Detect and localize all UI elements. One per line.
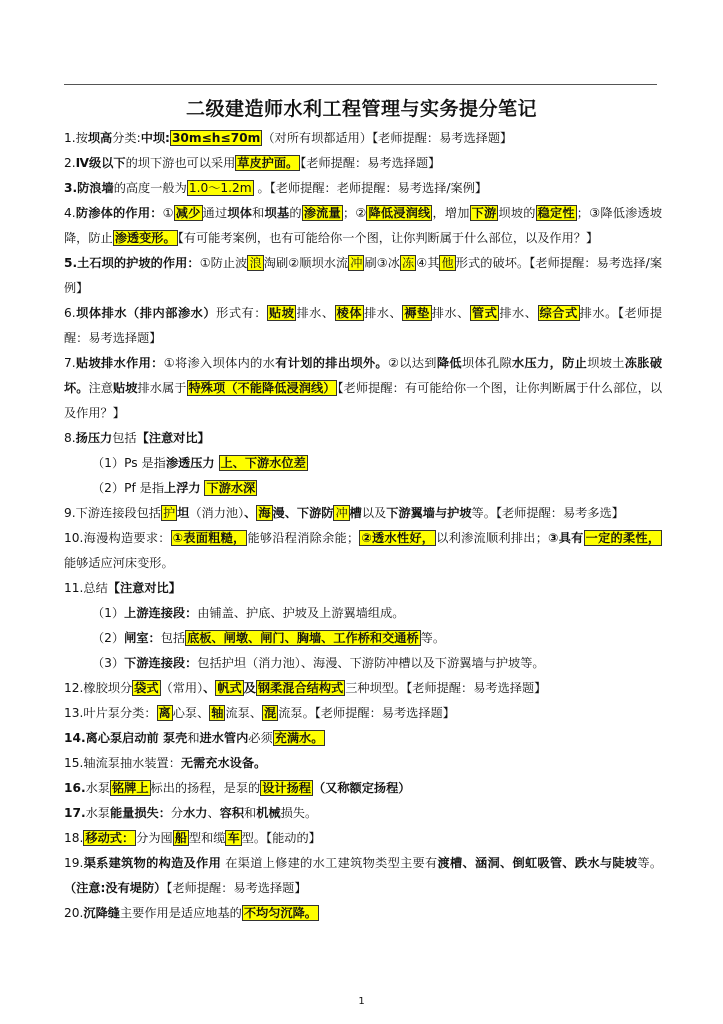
bold-text: 降低	[436, 356, 462, 370]
text-span: 排水、	[431, 306, 470, 320]
text-span: ②以达到	[387, 356, 437, 370]
text-span: （1）Ps 是指	[92, 456, 166, 470]
bold-text: 14.离心泵启动前 泵壳	[64, 731, 188, 745]
text-span: 【老师提醒：易考选择题】	[166, 881, 307, 895]
highlighted-text: 30m≤h≤70m	[171, 131, 261, 145]
highlighted-text: 离	[158, 706, 171, 720]
highlighted-text: 褥垫	[404, 306, 430, 320]
text-span: ①防止波	[199, 256, 248, 270]
text-span: 在渠道上修建的水工建筑物类型主要有	[221, 856, 438, 870]
highlighted-text: 底板、闸墩、闸门、胸墙、工作桥和交通桥	[187, 631, 419, 645]
text-span: 坝坡的	[498, 206, 536, 220]
highlighted-text: 1.0～1.2m	[188, 181, 252, 195]
bold-text: 坝体排水（排内部渗水）	[75, 306, 217, 320]
bold-text: 防渗体的作用：	[75, 206, 163, 220]
text-span: 和	[187, 731, 200, 745]
text-span: （常用）	[160, 681, 204, 695]
text-span: ①将渗入坝体内的水	[163, 356, 276, 370]
text-span: 排水、	[364, 306, 403, 320]
note-paragraph	[64, 476, 662, 501]
bold-text: 闸室：	[124, 631, 161, 645]
highlighted-text: 特殊项（不能降低浸润线）	[188, 381, 336, 395]
text-span: 19.	[64, 856, 84, 870]
bold-text: 进水管内	[199, 731, 249, 745]
bold-text: 下游翼墙与护坡	[386, 506, 472, 520]
text-span: 7.	[64, 356, 76, 370]
text-span: 坝体孔隙	[461, 356, 512, 370]
text-span	[215, 456, 219, 470]
text-span: （2）	[92, 631, 125, 645]
text-span: 水泵	[85, 781, 110, 795]
bold-text: 渡槽、涵洞、倒虹吸管、跌水与陡坡	[437, 856, 638, 870]
bold-text: 贴坡排水作用：	[75, 356, 164, 370]
text-span: 能够沿程消除余能；	[247, 531, 360, 545]
text-span: 分为囤	[136, 831, 173, 845]
header-rule	[64, 84, 657, 85]
note-paragraph	[64, 626, 662, 651]
text-span: 包括	[112, 431, 137, 445]
bold-text: 【注意对比】	[136, 431, 210, 445]
bold-text: ③具有	[547, 531, 584, 545]
text-span: 排水、	[499, 306, 538, 320]
text-span: 流泵、	[225, 706, 263, 720]
bold-text: 水力	[183, 806, 208, 820]
text-span: 1.按	[64, 131, 88, 145]
text-span: ；③降低渗透坡降，防止	[64, 206, 663, 245]
note-paragraph	[64, 801, 662, 826]
text-span: 、	[207, 806, 220, 820]
highlighted-text: 冲	[335, 506, 348, 520]
bold-text: 能量损失：	[109, 806, 171, 820]
text-span: 注意	[88, 381, 113, 395]
text-span: 20.	[64, 906, 84, 920]
note-paragraph	[64, 826, 662, 851]
highlighted-text: 减少	[175, 206, 201, 220]
highlighted-text: 混	[264, 706, 277, 720]
note-paragraph	[64, 426, 662, 451]
bold-text: 水压力，防止	[512, 356, 588, 370]
text-span: 水泵	[85, 806, 110, 820]
note-paragraph	[64, 201, 662, 251]
bold-text: 【注意对比】	[107, 581, 181, 595]
highlighted-text: 渗透变形。	[114, 231, 176, 245]
highlighted-text: 充满水。	[274, 731, 324, 745]
text-span: 【老师提醒：有可能给你一个图，让你判断属于什么部位，以及作用？】	[64, 381, 663, 420]
note-paragraph	[64, 776, 662, 801]
note-paragraph	[64, 501, 662, 526]
bold-text: 冻胀破坏。	[64, 356, 663, 395]
text-span: 由铺盖、护底、护坡及上游翼墙组成。	[197, 606, 405, 620]
text-span: 必须	[248, 731, 273, 745]
highlighted-text: 上、下游水位差	[220, 456, 306, 470]
highlighted-text: ①表面粗糙，	[172, 531, 246, 545]
text-span: 刷③冰	[364, 256, 400, 270]
highlighted-text: 帆式	[217, 681, 242, 695]
text-span: 4.	[64, 206, 76, 220]
highlighted-text: 渗流量	[303, 206, 341, 220]
text-span: （消力池）	[189, 506, 245, 520]
bold-text: 上游连接段：	[124, 606, 198, 620]
bold-text: （注意:没有堤防）	[64, 881, 167, 895]
highlighted-text: 海	[258, 506, 271, 520]
bold-text: 容积	[219, 806, 245, 820]
note-paragraph	[64, 651, 662, 676]
text-span: 的坝下游也可以采用	[125, 156, 236, 170]
highlighted-text: 车	[227, 831, 240, 845]
highlighted-text: 草皮护面。	[237, 156, 299, 170]
note-paragraph	[64, 151, 662, 176]
text-span: 8.	[64, 431, 76, 445]
bold-text: 坝基	[264, 206, 290, 220]
text-span: 排水、	[296, 306, 335, 320]
text-span: 【有可能考案例，也有可能给你一个图，让你判断属于什么部位，以及作用？】	[177, 231, 599, 245]
highlighted-text: 下游水深	[206, 481, 256, 495]
note-paragraph	[64, 451, 662, 476]
text-span: 等。	[420, 631, 446, 645]
highlighted-text: 综合式	[539, 306, 578, 320]
highlighted-text: 钢柔混合结构式	[257, 681, 344, 695]
note-paragraph	[64, 901, 662, 926]
text-span: ④其	[416, 256, 440, 270]
text-span: 流泵。【老师提醒：易考选择题】	[278, 706, 455, 720]
highlighted-text: 一定的柔性，	[585, 531, 661, 545]
highlighted-text: 移动式：	[85, 831, 135, 845]
page-number: 1	[358, 996, 365, 1007]
text-span: 。【老师提醒：老师提醒：易考选择/案例】	[253, 181, 488, 195]
highlighted-text: 护	[162, 506, 176, 520]
text-span: 包括	[160, 631, 186, 645]
text-span: 通过	[202, 206, 228, 220]
highlighted-text: 设计扬程	[262, 781, 311, 795]
text-span: 淘刷②顺坝水流	[263, 256, 349, 270]
bold-text: 坝高	[87, 131, 113, 145]
note-paragraph	[64, 351, 662, 426]
highlighted-text: 稳定性	[537, 206, 575, 220]
highlighted-text: 降低浸润线	[368, 206, 431, 220]
text-span: 主要作用是适应地基的	[119, 906, 242, 920]
text-span: 和	[252, 206, 265, 220]
note-paragraph	[64, 251, 662, 301]
text-span: 9.下游连接段包括	[64, 506, 161, 520]
text-span: 12.橡胶坝分	[64, 681, 133, 695]
bold-text: 5.土石坝的护坡的作用：	[64, 256, 200, 270]
text-span: 【老师提醒：易考选择题】	[300, 156, 441, 170]
text-span: 以及	[361, 506, 387, 520]
highlighted-text: 轴	[211, 706, 224, 720]
text-span: 形式的破坏。【老师提醒：易考选择/案例】	[64, 256, 663, 295]
highlighted-text: 不均匀沉降。	[243, 906, 317, 920]
text-span: （对所有坝都适用）【老师提醒：易考选择题】	[262, 131, 513, 145]
highlighted-text: ②透水性好，	[361, 531, 435, 545]
text-span: 坝坡土	[587, 356, 625, 370]
note-paragraph	[64, 676, 662, 701]
text-span: 包括护坦（消力池）、海漫、下游防冲槽以及下游翼墙与护坡等。	[197, 656, 545, 670]
bold-text: 中坝:	[140, 131, 170, 145]
bold-text: Ⅳ级以下	[75, 156, 126, 170]
text-span: 11.总结	[64, 581, 108, 595]
bold-text: 扬压力	[75, 431, 113, 445]
text-span: 的高度一般为	[113, 181, 187, 195]
bold-text: 下游连接段：	[124, 656, 198, 670]
highlighted-text: 船	[174, 831, 187, 845]
bold-text: 、	[203, 681, 216, 695]
text-span: （2）Pf 是指	[92, 481, 165, 495]
bold-text: （又称额定扬程）	[312, 781, 411, 795]
text-span: 能够适应河床变形。	[64, 556, 174, 570]
text-span: 10.海漫构造要求：	[64, 531, 171, 545]
bold-text: 及	[243, 681, 256, 695]
bold-text: 贴坡	[113, 381, 138, 395]
note-paragraph	[64, 726, 662, 751]
text-span: 排水属于	[137, 381, 187, 395]
text-span: 和	[244, 806, 257, 820]
text-span: 13.叶片泵分类：	[64, 706, 157, 720]
bold-text: 17.	[64, 806, 86, 820]
highlighted-text: 铭牌上	[111, 781, 149, 795]
highlighted-text: 浪	[249, 256, 262, 270]
highlighted-text: 袋式	[134, 681, 159, 695]
highlighted-text: 冲	[350, 256, 363, 270]
text-span: ①	[162, 206, 174, 220]
note-paragraph	[64, 126, 662, 151]
bold-text: 3.	[64, 181, 78, 195]
note-paragraph	[64, 526, 662, 576]
text-span: 排水。【老师提醒：易考选择题】	[64, 306, 663, 345]
note-paragraph	[64, 176, 662, 201]
text-span: 型和缆	[188, 831, 226, 845]
text-span: 损失。	[280, 806, 318, 820]
text-span: 等。【老师提醒：易考多选】	[471, 506, 624, 520]
highlighted-text: 他	[441, 256, 454, 270]
note-paragraph	[64, 301, 662, 351]
highlighted-text: 贴坡	[269, 306, 295, 320]
bold-text: 渠系建筑物的构造及作用	[83, 856, 222, 870]
text-span: 以利渗流顺利排出；	[436, 531, 548, 545]
note-paragraph	[64, 576, 662, 601]
text-span: 的	[289, 206, 302, 220]
bold-text: 坦	[177, 506, 190, 520]
bold-text: 坝体	[227, 206, 253, 220]
text-span: （3）	[92, 656, 125, 670]
page-title: 二级建造师水利工程管理与实务提分笔记	[185, 98, 537, 120]
notes-body	[64, 126, 662, 926]
text-span: ；②	[342, 206, 367, 220]
bold-text: 机械	[256, 806, 281, 820]
bold-text: 沉降缝	[83, 906, 120, 920]
text-span: ，增加	[432, 206, 470, 220]
text-span: 15.轴流泵抽水装置：	[64, 756, 181, 770]
text-span: 标出的扬程，是泵的	[150, 781, 261, 795]
text-span: 18.	[64, 831, 84, 845]
bold-text: 上浮力	[164, 481, 201, 495]
text-span: 型。【能动的】	[241, 831, 321, 845]
text-span: 形式有：	[216, 306, 267, 320]
bold-text: 有计划的排出坝外。	[275, 356, 388, 370]
note-paragraph	[64, 751, 662, 776]
bold-text: 、	[244, 506, 257, 520]
text-span: 心泵、	[172, 706, 210, 720]
bold-text: 渗透压力	[165, 456, 215, 470]
bold-text: 无需充水设备。	[180, 756, 267, 770]
text-span: 6.	[64, 306, 76, 320]
bold-text: 防浪墙	[77, 181, 114, 195]
text-span: 等。	[637, 856, 663, 870]
bold-text: 漫、下游防	[272, 506, 334, 520]
bold-text: 槽	[349, 506, 362, 520]
highlighted-text: 棱体	[336, 306, 363, 320]
bold-text: 16.	[64, 781, 86, 795]
text-span: 2.	[64, 156, 76, 170]
note-paragraph	[64, 601, 662, 626]
highlighted-text: 下游	[471, 206, 497, 220]
text-span: （1）	[92, 606, 125, 620]
text-span: 三种坝型。【老师提醒：易考选择题】	[345, 681, 547, 695]
text-span: 分	[170, 806, 184, 820]
note-paragraph	[64, 851, 662, 901]
text-span: 分类:	[112, 131, 141, 145]
highlighted-text: 管式	[471, 306, 498, 320]
note-paragraph	[64, 701, 662, 726]
highlighted-text: 冻	[401, 256, 415, 270]
